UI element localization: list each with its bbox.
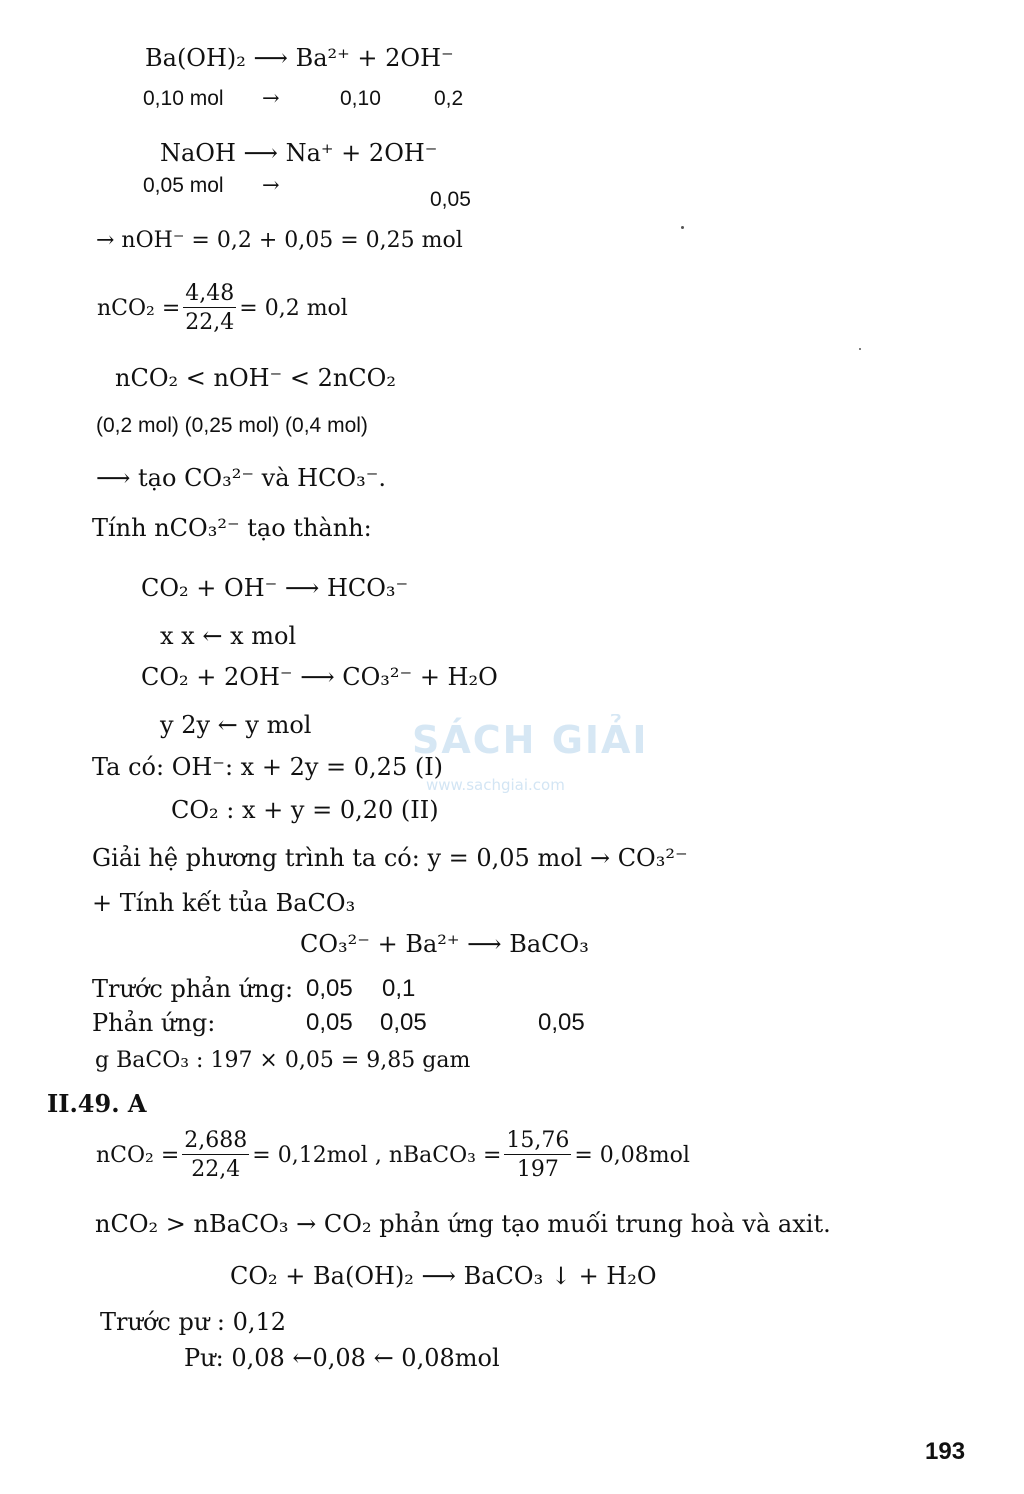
rhs: = 0,08mol [574,1142,690,1168]
equation-baoh2-dissociation: Ba(OH)₂ ⟶ Ba²⁺ + 2OH⁻ [145,44,454,72]
equation-co2-oh-hco3: CO₂ + OH⁻ ⟶ HCO₃⁻ [141,574,409,602]
numerator: 4,48 [185,281,235,306]
before-co3: 0,05 [306,975,353,1002]
before-ba: 0,1 [382,975,416,1002]
denominator: 22,4 [191,1157,241,1182]
denominator: 22,4 [185,310,235,335]
reaction-ii49: Pư: 0,08 ←0,08 ← 0,08mol [184,1344,500,1372]
comparison-conclusion: nCO₂ > nBaCO₃ → CO₂ phản ứng tạo muối trung hoà và axit. [95,1210,831,1238]
lhs: nCO₂ = [97,295,181,321]
equation-baco3-precipitation: CO₃²⁻ + Ba²⁺ ⟶ BaCO₃ [300,930,589,958]
amount-oh-from-naoh: 0,05 [430,188,471,211]
watermark-logo: SÁCH GIẢI [412,718,649,762]
reaction-label: Phản ứng: [92,1009,216,1037]
rhs: = 0,2 mol [239,295,348,321]
denominator: 197 [516,1157,559,1182]
problem-heading: II.49. A [47,1089,147,1118]
fraction-co2 [182,1130,249,1181]
stoich-x: x x ← x mol [160,622,297,650]
amount-ba-ion: 0,10 [340,87,381,110]
equation-system-i: Ta có: OH⁻: x + 2y = 0,25 (I) [92,753,444,781]
equation-co2-2oh-co3: CO₂ + 2OH⁻ ⟶ CO₃²⁻ + H₂O [141,663,498,691]
numerator: 2,688 [184,1128,248,1153]
total-oh-moles: → nOH⁻ = 0,2 + 0,05 = 0,25 mol [96,228,463,253]
amount-naoh: 0,05 mol [143,174,224,197]
fraction-baco3 [504,1130,571,1181]
numerator: 15,76 [506,1128,570,1153]
react-baco3: 0,05 [538,1009,585,1036]
react-ba: 0,05 [380,1009,427,1036]
mole-comparison-values: (0,2 mol) (0,25 mol) (0,4 mol) [96,414,368,437]
fraction [183,283,236,334]
amount-oh-ion: 0,2 [434,87,464,110]
mole-comparison: nCO₂ < nOH⁻ < 2nCO₂ [115,364,396,392]
baco3-mass: g BaCO₃ : 197 × 0,05 = 9,85 gam [95,1048,471,1073]
before-reaction-label: Trước phản ứng: [92,975,294,1003]
lhs: nCO₂ = [96,1142,180,1168]
speck [859,348,861,350]
watermark-url: www.sachgiai.com [426,776,565,794]
before-reaction-ii49: Trước pư : 0,12 [100,1308,287,1336]
arrow: → [262,86,280,110]
react-co3: 0,05 [306,1009,353,1036]
equation-co2-baoh2: CO₂ + Ba(OH)₂ ⟶ BaCO₃ ↓ + H₂O [230,1262,657,1290]
arrow: → [262,173,280,197]
conclusion-products: ⟶ tạo CO₃²⁻ và HCO₃⁻. [96,464,387,492]
moles-calc-ii49 [96,1130,690,1181]
middle: = 0,12mol , nBaCO₃ = [252,1142,502,1168]
equation-system-ii: CO₂ : x + y = 0,20 (II) [171,796,439,824]
amount-baoh2: 0,10 mol [143,87,224,110]
stoich-y: y 2y ← y mol [160,711,312,739]
system-solution: Giải hệ phương trình ta có: y = 0,05 mol → CO₃²⁻ [92,844,688,872]
step-heading-co3: Tính nCO₃²⁻ tạo thành: [92,514,372,542]
step-heading-precipitate: + Tính kết tủa BaCO₃ [92,889,356,917]
co2-moles-calc [97,283,348,334]
speck [681,226,684,229]
page-number: 193 [925,1438,966,1465]
equation-naoh-dissociation: NaOH ⟶ Na⁺ + 2OH⁻ [160,139,438,167]
